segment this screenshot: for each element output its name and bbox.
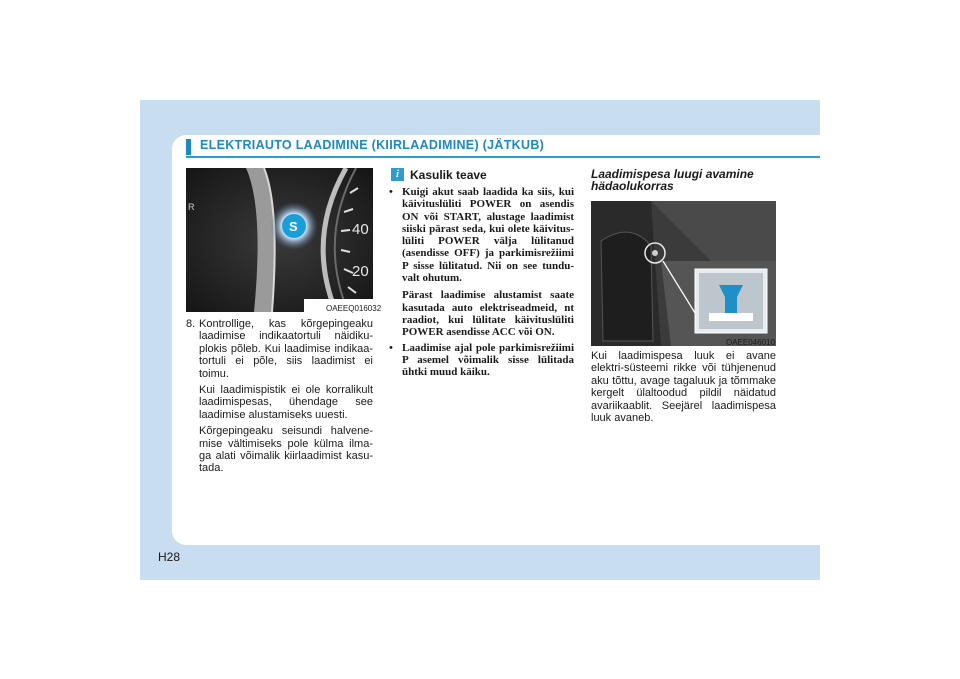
section-header	[186, 138, 820, 158]
note-bullet-1-continuation: Pärast laadimise alustamist saate kasutada auto elektriseadmeid, nt raadiot, kui lülitate käivituslüliti POWER asendisse ACC või ON.	[402, 289, 574, 339]
note-bullet-1	[389, 186, 574, 339]
right-column	[591, 350, 776, 428]
cluster-photo	[186, 168, 373, 312]
bullet-mark: •	[389, 186, 393, 198]
svg-text:S: S	[289, 219, 298, 234]
cluster-illustration	[186, 168, 373, 312]
note-title: Kasulik teave	[410, 168, 487, 182]
charge-door-photo	[591, 201, 776, 346]
section-title: ELEKTRIAUTO LAADIMINE (KIIRLAADIMINE) (JÄTKUB)	[200, 138, 545, 152]
door-figure-code: OAEE046010	[726, 338, 775, 347]
header-marker	[186, 139, 191, 155]
step-8	[186, 318, 373, 380]
step-8-note-2: Kõrgepingeaku seisundi halvene-mise vältimiseks pole külma ilma-ga alati võimalik kiirlaadimist kasu-tada.	[199, 425, 373, 475]
bullet-mark: •	[389, 341, 393, 354]
gauge-label-20: 20	[352, 263, 369, 280]
note-bullet-2	[389, 342, 574, 379]
cluster-figure-code: OAEEQ016032	[326, 304, 382, 313]
note-bullet-2-text: Laadimise ajal pole parkimisrežiimi P asemel võimalik sisse lülitada ühtki muud käiku.	[402, 341, 574, 379]
cluster-edge-letter: R	[188, 202, 195, 212]
info-icon: i	[391, 168, 404, 181]
door-instructions: Kui laadimispesa luuk ei avane elektri-süsteemi rikke või tühjenenud aku tõttu, avage tagaluuk ja tõmmake kergelt ülaltoodud pildil näidatud avariikaablit. Seejärel laadimispesa luuk avaneb.	[591, 350, 776, 425]
step-number: 8.	[186, 318, 196, 330]
step-8-text: Kontrollige, kas kõrgepingeaku laadimise indikaatortuli näidiku-plokis põleb. Kui laadimise indikaa-tortuli ei põle, siis laadimist ei toimu.	[199, 318, 373, 380]
subsection-title: Laadimispesa luugi avamine hädaolukorras	[591, 167, 754, 193]
page-number: H28	[158, 550, 181, 564]
left-column	[186, 318, 373, 479]
gauge-label-40: 40	[352, 221, 369, 238]
step-8-note-1: Kui laadimispistik ei ole korralikult laadimispesas, ühendage see laadimise alustamiseks uuesti.	[199, 384, 373, 421]
middle-column	[389, 186, 574, 381]
trunk-illustration	[591, 201, 776, 346]
note-bullet-1-text: Kuigi akut saab laadida ka siis, kui käivituslüliti POWER on asendis ON või START, alustage laadimist siiski pärast seda, kui olete käivitus-lüliti POWER välja lülitanud (asendisse OFF) ja parkimisrežiimi P sisse lülitatud. Nii on see tundu-valt ohutum.	[402, 186, 574, 285]
